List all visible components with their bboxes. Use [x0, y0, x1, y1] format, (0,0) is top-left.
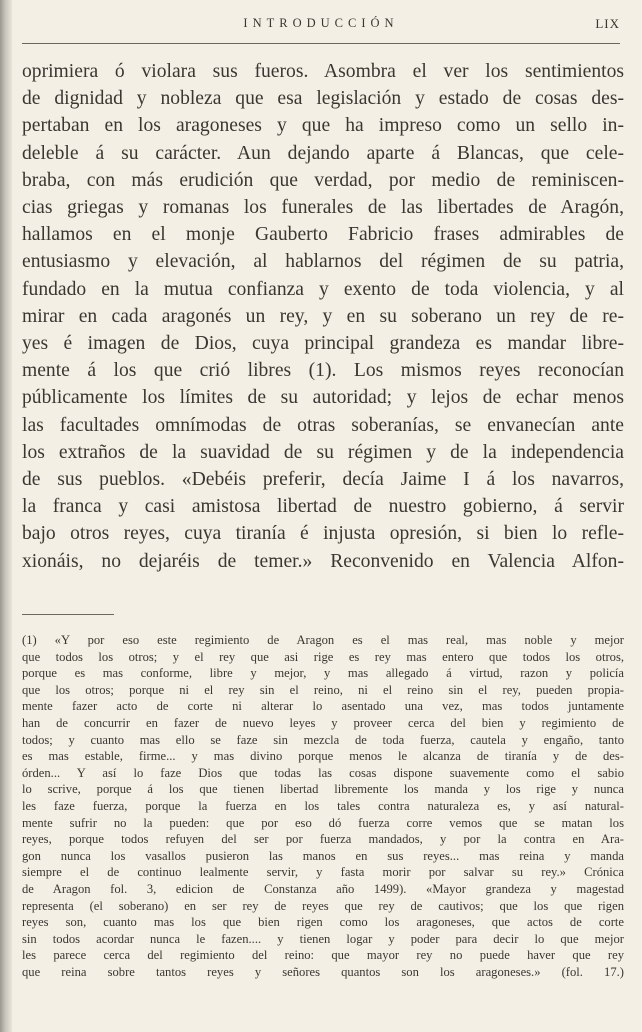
footnote-line: es mas estable, firme... y mas divino porque menos le alcanza de tiranía y de des-	[22, 749, 624, 764]
footnote-line: porque es mas conforme, libre y mejor, y mas allegado á virtud, razon y policía	[22, 666, 624, 681]
footnote-line: representa (el soberano) en ser rey de reyes que rey de cautivos; que los que rigen	[22, 898, 624, 913]
footnote-line: mente sufrir no la pueden: que por eso dó fuerza corre vemos que se matan los	[22, 815, 624, 830]
footnote-line: sin todos acordar nunca le fazen.... y tienen logar y poder para decir lo que mejor	[22, 931, 624, 946]
text-line: braba, con más erudición que verdad, por medio de reminiscen-	[22, 169, 624, 191]
text-line: de dignidad y nobleza que esa legislación y estado de cosas des-	[22, 88, 624, 110]
footnote-line: reyes son, cuanto mas los que bien rigen como los aragoneses, que actos de corte	[22, 915, 624, 930]
text-line: de sus pueblos. «Debéis preferir, decía Jaime I á los navarros,	[22, 469, 624, 491]
text-line: entusiasmo y elevación, al hablarnos del régimen de su patria,	[22, 251, 624, 273]
footnote-line: les faze fuerza, porque la fuerza en los tales contra naturaleza es, y así natural-	[22, 798, 624, 813]
page-header	[22, 12, 620, 38]
footnotes	[22, 632, 624, 980]
text-line: oprimiera ó violara sus fueros. Asombra el ver los sentimientos	[22, 61, 624, 82]
footnote-line: (1) «Y por eso este regimiento de Aragon es el mas real, mas noble y mejor	[22, 633, 624, 647]
footnote-line: les parece cerca del regimiento del reino: que mayor rey no puede haver que rey	[22, 948, 624, 963]
page-number: LIX	[595, 16, 620, 31]
text-line: xionáis, no dejaréis de temer.» Reconvenido en Valencia Alfon-	[22, 550, 624, 572]
footnote-line: órden... Y así lo faze Dios que todas las cosas dispone suavemente como el sabio	[22, 765, 624, 780]
header-rule	[22, 43, 620, 44]
text-line: las facultades omnímodas de otras soberanías, se envanecían ante	[22, 414, 624, 436]
text-line: cias griegas y romanas los funerales de las libertades de Aragón,	[22, 197, 624, 219]
footnote-line: mente fazer acto de corte ni alterar lo asentado una vez, mas todos juntamente	[22, 699, 624, 714]
footnote-line: reyes, porque todos refuyen del ser por fuerza mandados, y por la contra en Ara-	[22, 832, 624, 847]
running-head: INTRODUCCIÓN	[243, 16, 399, 30]
footnote-line: gon nunca los vasallos pusieron las manos en sus reyes... mas reina y manda	[22, 848, 624, 863]
text-line: mirar en cada aragonés un rey, y en su soberano un rey de re-	[22, 305, 624, 327]
text-line: los extraños de la suavidad de su régimen y de la independencia	[22, 441, 624, 463]
text-line: bajo otros reyes, cuya tiranía é injusta opresión, si bien lo refle-	[22, 523, 624, 545]
text-line: pertaban en los aragoneses y que ha impreso como un sello in-	[22, 115, 624, 137]
text-line: públicamente los límites de su autoridad; y lejos de echar menos	[22, 387, 624, 409]
footnote-line: que reina sobre tantos reyes y señores quantos son los aragoneses.» (fol. 17.)	[22, 964, 624, 979]
footnote-line: de Aragon fol. 3, edicion de Constanza año 1499). «Mayor grandeza y magestad	[22, 881, 624, 896]
footnote-line: todos; y cuanto mas ello se faze sin mezcla de toda fuerza, cautela y engaño, tanto	[22, 732, 624, 747]
text-line: hallamos en el monje Gauberto Fabricio frases admirables de	[22, 224, 624, 246]
footnote-line: que los otros; porque ni el rey sin el reino, ni el reino sin el rey, pueden propia-	[22, 682, 624, 697]
text-line: fundado en la mutua confianza y exento de toda violencia, y al	[22, 278, 624, 300]
footnote-line: que todos los otros; y el rey que asi rige es rey mas entero que todos los otros,	[22, 649, 624, 664]
text-line: deleble á su carácter. Aun dejando aparte á Blancas, que cele-	[22, 142, 624, 164]
main-text	[22, 58, 624, 575]
text-line: la franca y casi amistosa libertad de nuestro gobierno, á servir	[22, 496, 624, 518]
text-line: yes é imagen de Dios, cuya principal grandeza es mandar libre-	[22, 333, 624, 355]
footnote-line: lo scrive, porque á los que tienen libertad libremente los manda y los rige y nunca	[22, 782, 624, 797]
book-binding-shadow	[0, 0, 12, 1032]
footnote-rule	[22, 614, 114, 615]
text-line: mente á los que crió libres (1). Los mismos reyes reconocían	[22, 360, 624, 382]
footnote-line: han de concurrir en fazer de nuevo leyes y proveer cerca del bien y regimiento de	[22, 715, 624, 730]
footnote-line: siempre el de continuo lealmente servir, y fasta morir por salvar su rey.» Crónica	[22, 865, 624, 880]
